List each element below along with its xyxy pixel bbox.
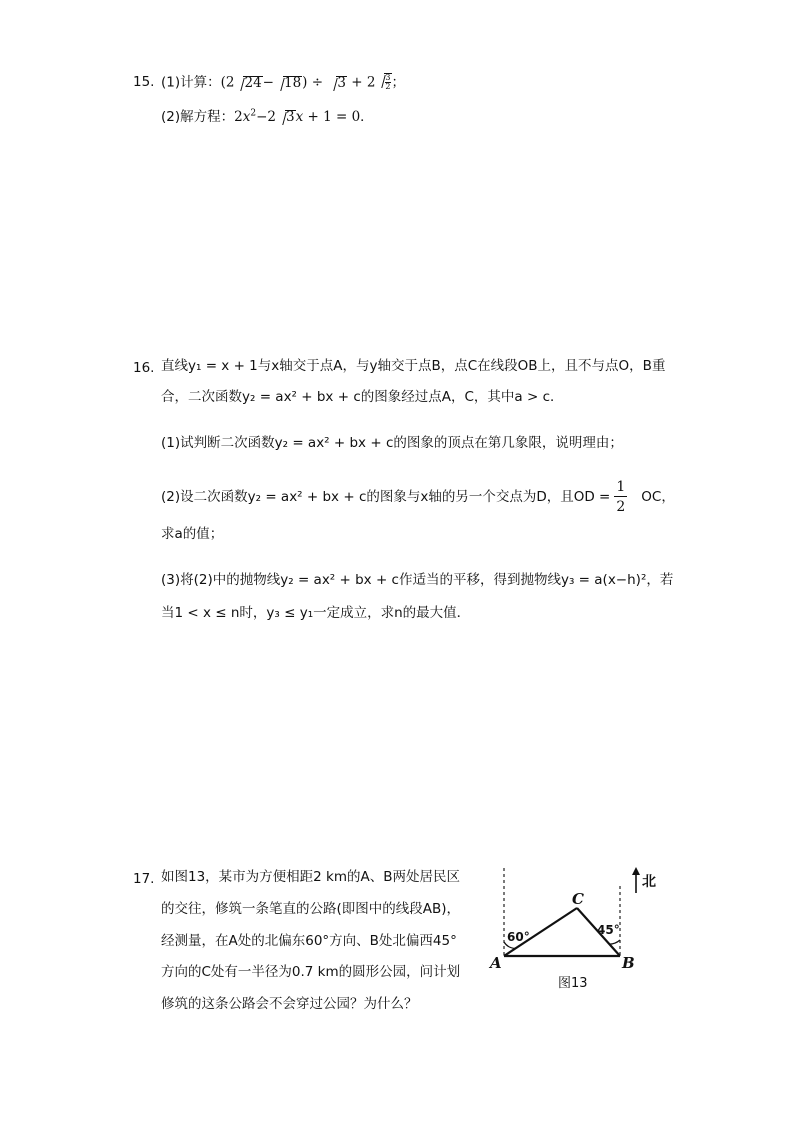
north-arrowhead-icon bbox=[632, 867, 640, 875]
north-label: 北 bbox=[642, 874, 656, 890]
q15-part2: (2)解方程：$2x^2-2$ 3x + 1 = 0． bbox=[161, 108, 374, 125]
q15-sqrt-3: 3 bbox=[327, 76, 347, 91]
angle-arc-b bbox=[609, 940, 620, 944]
q16-line3: (1)试判断二次函数y₂ = ax² + bx + c的图象的顶点在第几象限，说明理由； bbox=[161, 435, 623, 451]
q15-minus: − bbox=[262, 74, 274, 91]
q15-div: ) ÷ bbox=[302, 74, 328, 91]
q15-sqrt-24: 24 bbox=[234, 76, 262, 91]
q16-fraction: $\frac{1}{2}$ bbox=[616, 479, 626, 515]
figure-13 bbox=[486, 858, 662, 998]
q15-sqrt-18: 18 bbox=[274, 76, 302, 91]
q15-part2-label: (2)解方程： bbox=[161, 109, 235, 125]
q16-line6: (3)将(2)中的抛物线y₂ = ax² + bx + c作适当的平移，得到抛物线y₃ = a(x−h)²，若 bbox=[161, 572, 674, 588]
angle-45-label: 45° bbox=[597, 923, 620, 937]
q15-part1 bbox=[161, 73, 405, 91]
angle-60-label: 60° bbox=[507, 930, 530, 944]
q17-line3: 经测量，在A处的北偏东60°方向、B处北偏西45° bbox=[161, 933, 457, 949]
q16-line1: 直线y₁ = x + 1与x轴交于点A，与y轴交于点B，点C在线段OB上，且不与点O，B重 bbox=[161, 358, 666, 374]
q15-sqrt-3b: 3 bbox=[276, 110, 296, 125]
label-a: A bbox=[490, 954, 502, 972]
q15-part1-label: (1)计算： bbox=[161, 74, 221, 91]
q15-plus: + 2 bbox=[346, 74, 376, 91]
q15-sqrt-frac: $\frac{3}{2}$ bbox=[375, 73, 391, 91]
label-c: C bbox=[572, 890, 584, 908]
q16-line4 bbox=[161, 480, 675, 514]
q16-line4-end: OC， bbox=[641, 489, 675, 505]
q17-line4: 方向的C处有一半径为0.7 km的圆形公园，问计划 bbox=[161, 964, 461, 980]
q17-line1: 如图13，某市为方便相距2 km的A、B两处居民区 bbox=[161, 869, 461, 885]
q16-number: 16. bbox=[133, 360, 155, 376]
label-b: B bbox=[622, 954, 635, 972]
q16-line4-text: (2)设二次函数y₂ = ax² + bx + c的图象与x轴的另一个交点为D，且OD = bbox=[161, 489, 611, 505]
q15-part1-end: ； bbox=[391, 74, 406, 91]
q17-line2: 的交往，修筑一条笔直的公路(即图中的线段AB)， bbox=[161, 901, 461, 917]
q16-line2: 合，二次函数y₂ = ax² + bx + c的图象经过点A，C，其中a > c． bbox=[161, 389, 564, 405]
figure-caption: 图13 bbox=[558, 976, 588, 991]
q15-number: 15. bbox=[133, 74, 155, 90]
q16-line7: 当1 < x ≤ n时，y₃ ≤ y₁一定成立，求n的最大值． bbox=[161, 605, 471, 621]
q17-number: 17. bbox=[133, 871, 155, 887]
q17-line5: 修筑的这条公路会不会穿过公园？为什么？ bbox=[161, 996, 418, 1012]
q15-part1-expr-a: (2 bbox=[220, 74, 235, 91]
q16-line5: 求a的值； bbox=[161, 526, 224, 542]
